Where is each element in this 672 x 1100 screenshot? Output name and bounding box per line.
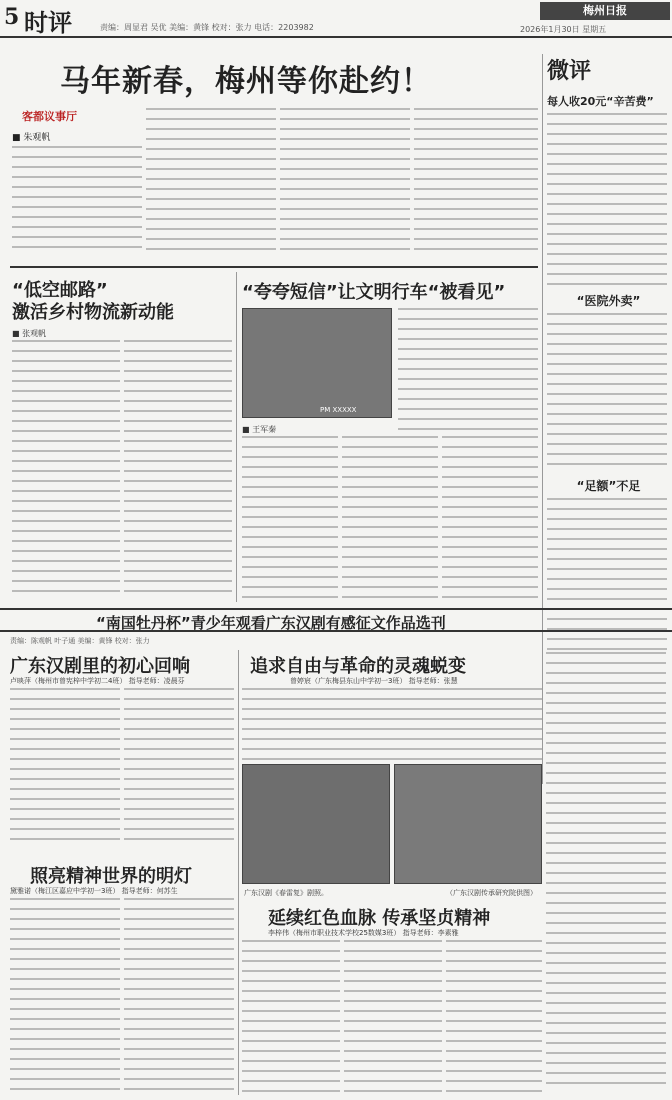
story3-illustration <box>242 308 392 418</box>
opera-photo-right <box>394 764 542 884</box>
story3-author: ■ 王军秦 <box>242 425 277 434</box>
photo-caption-right: （广东汉剧传承研究院供图） <box>446 889 537 897</box>
essay4-body-col2 <box>344 940 442 1094</box>
story3-body-col3 <box>398 308 538 434</box>
story2-body-col1 <box>12 340 120 600</box>
essay3-body-col2 <box>124 898 234 1094</box>
essay-banner <box>0 608 672 632</box>
page-number: 5 <box>4 4 20 30</box>
main-author: ■ 朱观帆 <box>12 133 51 143</box>
essay4-body-col1 <box>242 940 340 1094</box>
essay3-title: 照亮精神世界的明灯 <box>30 866 192 887</box>
section-title: 时评 <box>24 8 72 37</box>
essay2-author: 曾婷宸（广东梅县东山中学初一3班） 指导老师：张慧 <box>290 677 458 685</box>
column-rule-2 <box>238 650 239 1095</box>
story3-body-col4 <box>442 436 538 602</box>
newspaper-logo: 梅州日报 <box>540 2 670 20</box>
right-body-3 <box>547 498 667 658</box>
essay4-body-col3 <box>446 940 542 1094</box>
essay1-author: 卢映萍（梅州市曾宪梓中学初二4班） 指导老师：凌晨芬 <box>10 677 185 685</box>
essay3-body-col1 <box>10 898 120 1094</box>
main-body-col2 <box>146 108 276 258</box>
story2-headline2: 激活乡村物流新动能 <box>12 302 174 323</box>
story3-headline: “夸夸短信”让文明行车“被看见” <box>242 282 506 303</box>
right-column-head3: “足额”不足 <box>576 479 641 493</box>
banner-editors: 责编：陈观帆 叶子通 美编：黄锋 校对：张力 <box>10 637 150 645</box>
right-body-2 <box>547 313 667 473</box>
essay4-title: 延续红色血脉 传承坚贞精神 <box>268 908 491 929</box>
right-body-1 <box>547 113 667 288</box>
story2-headline1: “低空邮路” <box>12 280 108 301</box>
right-column-title: 微评 <box>547 58 592 84</box>
essay2-body <box>242 688 542 760</box>
issue-date: 2026年1月30日 星期五 <box>520 25 607 34</box>
opera-photo-left <box>242 764 390 884</box>
main-body-col3 <box>280 108 410 258</box>
essay1-body-col1 <box>10 688 120 848</box>
story2-body-col2 <box>124 340 232 600</box>
essay2-body-right <box>546 652 666 1092</box>
banner-title: “南国牡丹杯”青少年观看广东汉剧有感征文作品选刊 <box>96 614 446 632</box>
main-body-col1 <box>12 146 142 256</box>
essay1-title: 广东汉剧里的初心回响 <box>10 656 190 677</box>
right-column-head2: “医院外卖” <box>576 294 641 308</box>
story2-author: ■ 张观帆 <box>12 329 47 338</box>
story3-body-col2 <box>342 436 438 602</box>
header-editors: 责编：周显君 吴优 美编：黄锋 校对：张力 电话：2203982 <box>100 23 314 32</box>
page-header <box>0 0 672 38</box>
column-rule <box>236 272 237 602</box>
story3-photo-caption: PM XXXXX <box>320 406 357 414</box>
essay4-author: 李梓伟（梅州市职业技术学校25数媒3班） 指导老师：李素雅 <box>268 929 459 937</box>
essay3-author: 黛雅诺（梅江区嘉应中学初一3班） 指导老师：何苏生 <box>10 887 178 895</box>
column-name: 客都议事厅 <box>22 110 77 123</box>
essay1-body-col2 <box>124 688 234 848</box>
divider <box>10 266 538 268</box>
story3-body-col1 <box>242 436 338 602</box>
right-column-subtitle: 每人收20元“辛苦费” <box>547 95 654 108</box>
main-body-col4 <box>414 108 538 258</box>
photo-caption-left: 广东汉剧《春雷复》剧照。 <box>244 889 328 897</box>
main-headline: 马年新春，梅州等你赴约！ <box>60 64 432 99</box>
essay2-title: 追求自由与革命的灵魂蜕变 <box>250 656 466 677</box>
